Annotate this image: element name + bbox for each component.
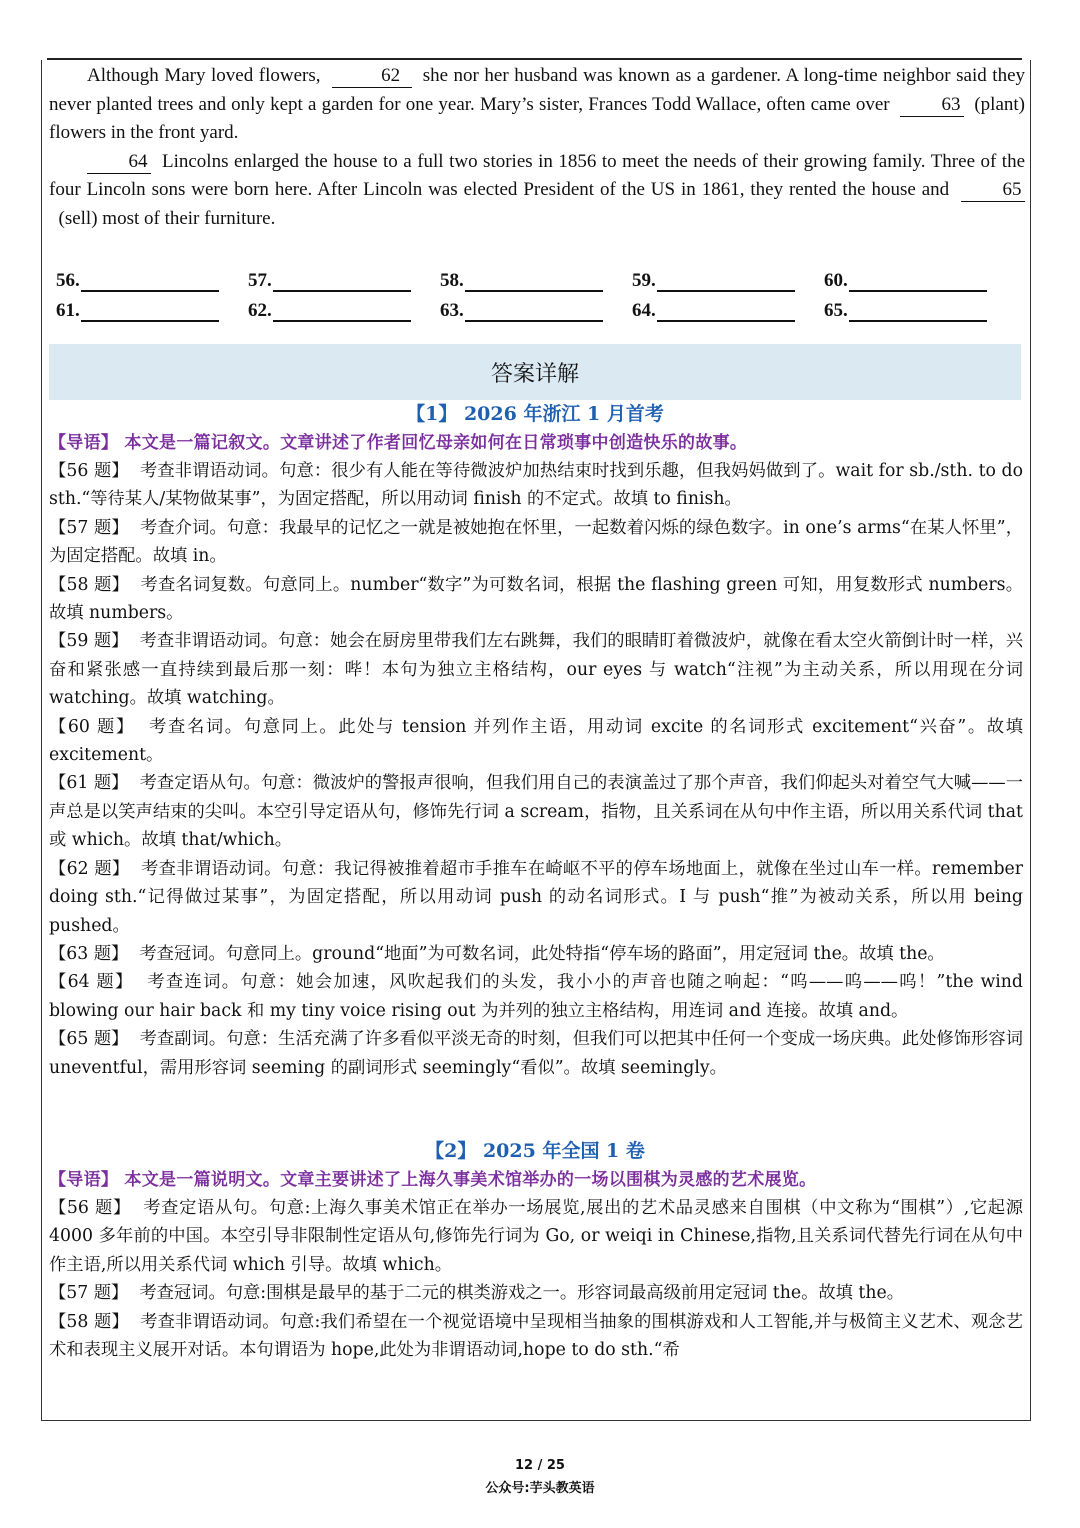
- section-2-intro: 【导语】 本文是一篇说明文。文章主要讲述了上海久事美术馆举办的一场以围棋为灵感的艺术展览。: [49, 1170, 817, 1190]
- answer-slot[interactable]: 58.: [440, 262, 632, 292]
- explanation-item: 【64 题】 考查连词。句意：她会加速，风吹起我们的头发，我小小的声音也随之响起：“呜——呜——呜！”the wind blowing our hair back 和 my tiny voice rising out 为并列的独立主格结构，用连词 and 连接。故填 and。: [49, 972, 1023, 1021]
- footer-source: 公众号:芋头教英语: [485, 1481, 595, 1496]
- explanation-item: 【61 题】 考查定语从句。句意：微波炉的警报声很响，但我们用自己的表演盖过了那个声音，我们仰起头对着空气大喊——一声总是以笑声结束的尖叫。本空引导定语从句，修饰先行词 a scream，指物，且关系词在从句中作主语，所以用关系代词 that 或 which。故填 that/which。: [49, 773, 1023, 851]
- answer-sheet: [56, 262, 1016, 322]
- passage-paragraph-2: 64 Lincolns enlarged the house to a full two stories in 1856 to meet the needs of their growing family. Three of the four Lincoln sons were born here. After Lincoln was elected President of the US in 1861, they rented the house and 65 (sell) most of their furniture.: [49, 150, 1026, 229]
- explanation-item: 【57 题】 考查介词。句意：我最早的记忆之一就是被她抱在怀里，一起数着闪烁的绿色数字。in one’s arms“在某人怀里”，为固定搭配。故填 in。: [49, 517, 1024, 567]
- answer-line[interactable]: [273, 272, 411, 292]
- reading-passage: [49, 62, 1025, 233]
- answer-line[interactable]: [849, 302, 987, 322]
- answer-row: [56, 292, 1016, 322]
- answer-slot[interactable]: 63.: [440, 292, 632, 322]
- section-1-explanations: [49, 457, 1023, 1082]
- answer-line[interactable]: [849, 272, 987, 292]
- answer-line[interactable]: [657, 272, 795, 292]
- page-number: 12 / 25: [515, 1458, 565, 1473]
- explanation-item: 【63 题】 考查冠词。句意同上。ground“地面”为可数名词，此处特指“停车场的路面”，用定冠词 the。故填 the。: [49, 943, 945, 964]
- answer-slot[interactable]: 65.: [824, 292, 1016, 322]
- explanation-item: 【60 题】 考查名词。句意同上。此处与 tension 并列作主语，用动词 excite 的名词形式 excitement“兴奋”。故填 excitement。: [49, 716, 1023, 766]
- explanation-item: 【56 题】 考查非谓语动词。句意：很少有人能在等待微波炉加热结束时找到乐趣，但我妈妈做到了。wait for sb./sth. to do sth.“等待某人/某物做某事”，为固定搭配，所以用动词 finish 的不定式。故填 to finish。: [49, 461, 1023, 510]
- blank-64[interactable]: 64: [87, 151, 151, 174]
- answer-explanation-banner: 答案详解: [49, 344, 1021, 400]
- answer-slot[interactable]: 56.: [56, 262, 248, 292]
- passage-paragraph-1: Although Mary loved flowers, 62 she nor her husband was known as a gardener. A long-time neighbor said they never planted trees and only kept a garden for one year. Mary’s sister, Frances Todd Wallace, often came over 63 (plant) flowers in the front yard.: [49, 65, 1026, 143]
- section-2-title: 【2】 2025 年全国 1 卷: [425, 1140, 645, 1162]
- answer-slot[interactable]: 62.: [248, 292, 440, 322]
- section-1-title: 【1】 2026 年浙江 1 月首考: [406, 403, 664, 425]
- answer-slot[interactable]: 57.: [248, 262, 440, 292]
- blank-65[interactable]: 65: [961, 179, 1025, 202]
- answer-line[interactable]: [81, 302, 219, 322]
- answer-line[interactable]: [465, 302, 603, 322]
- explanation-item: 【62 题】 考查非谓语动词。句意：我记得被推着超市手推车在崎岖不平的停车场地面上，就像在坐过山车一样。remember doing sth.“记得做过某事”，为固定搭配，所以用动词 push 的动名词形式。I 与 push“推”为被动关系，所以用 being pushed。: [49, 858, 1023, 936]
- blank-62[interactable]: 62: [332, 65, 412, 88]
- answer-line[interactable]: [273, 302, 411, 322]
- answer-line[interactable]: [657, 302, 795, 322]
- answer-slot[interactable]: 59.: [632, 262, 824, 292]
- explanation-item: 【58 题】 考查名词复数。句意同上。number“数字”为可数名词，根据 the flashing green 可知，用复数形式 numbers。故填 numbers。: [49, 574, 1024, 624]
- section-1-intro: 【导语】 本文是一篇记叙文。文章讲述了作者回忆母亲如何在日常琐事中创造快乐的故事。: [49, 433, 748, 453]
- answer-line[interactable]: [81, 272, 219, 292]
- section-2-explanations: [49, 1194, 1023, 1364]
- explanation-item: 【58 题】 考查非谓语动词。句意:我们希望在一个视觉语境中呈现相当抽象的围棋游戏和人工智能,并与极简主义艺术、观念艺术和表现主义展开对话。本句谓语为 hope,此处为非谓语动词,hope to do sth.“希: [49, 1311, 1023, 1361]
- blank-63[interactable]: 63: [900, 94, 964, 117]
- answer-line[interactable]: [465, 272, 603, 292]
- answer-slot[interactable]: 61.: [56, 292, 248, 322]
- explanation-item: 【57 题】 考查冠词。句意:围棋是最早的基于二元的棋类游戏之一。形容词最高级前用定冠词 the。故填 the。: [49, 1283, 904, 1304]
- answer-slot[interactable]: 64.: [632, 292, 824, 322]
- answer-slot[interactable]: 60.: [824, 262, 1016, 292]
- answer-row: [56, 262, 1016, 292]
- explanation-item: 【65 题】 考查副词。句意：生活充满了许多看似平淡无奇的时刻，但我们可以把其中任何一个变成一场庆典。此处修饰形容词 uneventful，需用形容词 seeming 的副词形式 seemingly“看似”。故填 seemingly。: [49, 1029, 1023, 1078]
- explanation-item: 【59 题】 考查非谓语动词。句意：她会在厨房里带我们左右跳舞，我们的眼睛盯着微波炉，就像在看太空火箭倒计时一样，兴奋和紧张感一直持续到最后那一刻：哔！本句为独立主格结构，our eyes 与 watch“注视”为主动关系，所以用现在分词 watching。故填 watching。: [49, 631, 1023, 709]
- explanation-item: 【56 题】 考查定语从句。句意:上海久事美术馆正在举办一场展览,展出的艺术品灵感来自围棋（中文称为“围棋”）,它起源 4000 多年前的中国。本空引导非限制性定语从句,修饰先行词为 Go, or weiqi in Chinese,指物,且关系词代替先行词在从句中作主语,所以用关系代词 which 引导。故填 which。: [49, 1198, 1023, 1275]
